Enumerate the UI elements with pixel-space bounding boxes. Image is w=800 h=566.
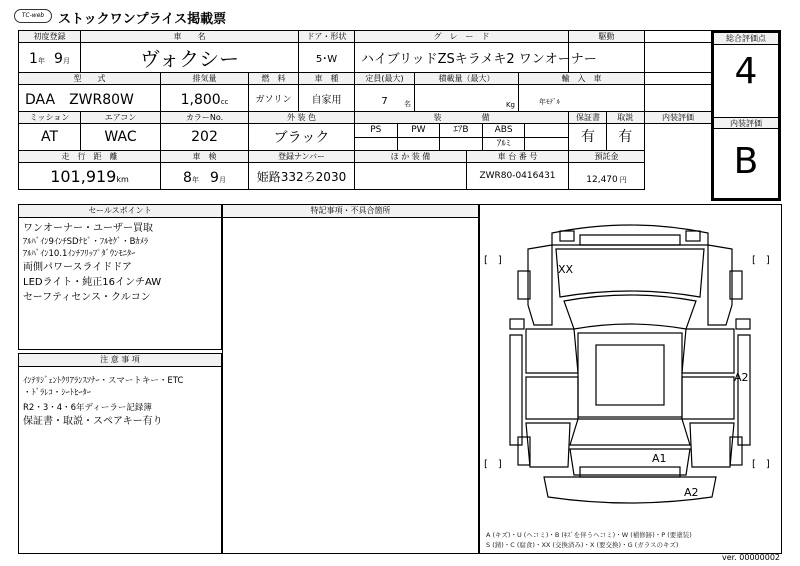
legend-line: S (錆)・C (腐食)・XX (交換済み)・X (要交換)・G (ガラスのキズ) — [486, 541, 679, 549]
plate-label: 登録ナンバー — [249, 151, 355, 163]
inspection-value: 8年 9月 — [161, 163, 249, 190]
notes-heading: 注 意 事 項 — [19, 354, 221, 367]
aircon-value: WAC — [81, 124, 161, 151]
damage-mark-a2: A2 — [734, 371, 749, 384]
overall-score: 4 — [734, 51, 758, 92]
fuel-value: ガソリン — [249, 85, 299, 112]
door-label: ドア・形状 — [299, 31, 355, 43]
deposit-label: 預託金 — [569, 151, 645, 163]
first-reg-value: 1年 9月 — [19, 43, 81, 73]
exterior-color-label: 外 装 色 — [249, 112, 355, 124]
category-value: 自家用 — [299, 85, 355, 112]
warranty-manual-labels: 保証書 取説 — [569, 112, 645, 124]
interior-score-label: 内装評価 — [714, 117, 778, 129]
equip-ps: PS — [355, 124, 398, 138]
grade-label: グ レ ー ド — [355, 31, 569, 43]
mission-label: ミッション — [19, 112, 81, 124]
model-value: DAA ZWR80W — [19, 85, 161, 112]
sales-point-panel — [18, 204, 222, 350]
legend-line: A (キズ)・U (ヘコミ)・B (ｷｽﾞを伴うヘコミ)・W (補修跡)・P (要塗装) — [486, 531, 692, 539]
mission-value: AT — [19, 124, 81, 151]
bracket-marker: [ ] — [752, 459, 770, 470]
other-equip-label: ほ か 装 備 — [355, 151, 467, 163]
load-label: 積載量（最大） — [415, 73, 519, 85]
chassis-value: ZWR80-0416431 — [467, 163, 569, 190]
notes-line: ｲﾝﾃﾘｼﾞｪﾝﾄｸﾘｱﾗﾝｽｿﾅｰ・スマートキー・ETC — [23, 376, 184, 386]
color-value: ブラック — [249, 124, 355, 151]
model-label: 型 式 — [19, 73, 161, 85]
import-value: 年ﾓﾃﾞﾙ — [519, 85, 645, 112]
fuel-label: 燃 料 — [249, 73, 299, 85]
equip-alloy: ｱﾙﾐ — [483, 138, 526, 151]
bracket-marker: [ ] — [484, 255, 502, 266]
displacement-label: 排気量 — [161, 73, 249, 85]
overall-score-label: 総合評価点 — [714, 33, 778, 45]
other-equip-value — [355, 163, 467, 190]
damage-mark-a2: A2 — [684, 486, 699, 499]
capacity-label: 定員(最大) — [355, 73, 415, 85]
drive-value — [569, 43, 645, 73]
document-title: ストックワンプライス掲載票 — [58, 12, 227, 27]
mileage-value: 101,919km — [19, 163, 161, 190]
vehicle-info-table — [18, 30, 712, 190]
sales-line: ワンオーナー・ユーザー買取 — [23, 223, 153, 234]
notes-panel — [18, 353, 222, 554]
displacement-value: 1,800cc — [161, 85, 249, 112]
mileage-label: 走 行 距 離 — [19, 151, 161, 163]
car-name-value: ヴォクシー — [81, 43, 299, 73]
color-no-value: 202 — [161, 124, 249, 151]
load-value: Kg — [415, 85, 519, 112]
damage-legend — [486, 530, 692, 550]
sales-line: ｱﾙﾊﾞｲﾝ10.1ｲﾝﾁﾌﾘｯﾌﾟﾀﾞｳﾝﾓﾆﾀｰ — [23, 249, 136, 259]
chassis-label: 車 台 番 号 — [467, 151, 569, 163]
deposit-value: 12,470 円 — [569, 163, 645, 190]
grade-value: ハイブリッドZSキラメキ2 ワンオーナー — [355, 43, 569, 73]
equip-airbag: ｴｱB — [440, 124, 483, 138]
interior-score: B — [733, 141, 759, 182]
capacity-value: 7 名 — [355, 85, 415, 112]
sales-line: LEDライト・純正16インチAW — [23, 277, 162, 288]
damage-mark-a1: A1 — [652, 452, 667, 465]
sales-line: セーフティセンス・クルコン — [23, 292, 151, 303]
damage-diagram — [479, 204, 782, 554]
score-box — [711, 30, 781, 201]
equip-pw: PW — [398, 124, 441, 138]
inspection-label: 車 検 — [161, 151, 249, 163]
import-label: 輸 入 車 — [519, 73, 645, 85]
equip-abs: ABS — [483, 124, 526, 138]
notes-line: R2・3・4・6年ディーラー記録簿 — [23, 403, 152, 413]
damage-mark-xx: XX — [558, 263, 574, 276]
interior-label: 内装評価 — [645, 112, 712, 124]
car-name-label: 車 名 — [81, 31, 299, 43]
color-no-label: カラーNo. — [161, 112, 249, 124]
equipment-label: 装 備 — [355, 112, 569, 124]
plate-value: 姫路332ろ2030 — [249, 163, 355, 190]
special-notes-heading: 特記事項・不具合箇所 — [223, 205, 478, 218]
notes-line: ・ﾄﾞﾗﾚｺ・ｼｰﾄﾋｰﾀｰ — [23, 388, 92, 398]
category-label: 車 種 — [299, 73, 355, 85]
sales-line: ｱﾙﾊﾞｲﾝ9ｲﾝﾁSDﾅﾋﾞ・ﾌﾙｾｸﾞ・Bｶﾒﾗ — [23, 237, 149, 247]
bracket-marker: [ ] — [752, 255, 770, 266]
drive-label: 駆動 — [569, 31, 645, 43]
sales-point-heading: セールスポイント — [19, 205, 221, 218]
bracket-marker: [ ] — [484, 459, 502, 470]
notes-line: 保証書・取説・スペアキー有り — [23, 416, 163, 427]
brand-logo: TC-web — [14, 9, 52, 23]
first-reg-label: 初度登録 — [19, 31, 81, 43]
aircon-label: エアコン — [81, 112, 161, 124]
equipment-grid — [355, 124, 569, 151]
warranty-manual-values: 有 有 — [569, 124, 645, 151]
special-notes-panel — [222, 204, 479, 554]
door-value: 5･W — [299, 43, 355, 73]
version-label: ver. 00000002 — [721, 553, 780, 562]
sales-line: 両側パワースライドドア — [23, 262, 132, 273]
